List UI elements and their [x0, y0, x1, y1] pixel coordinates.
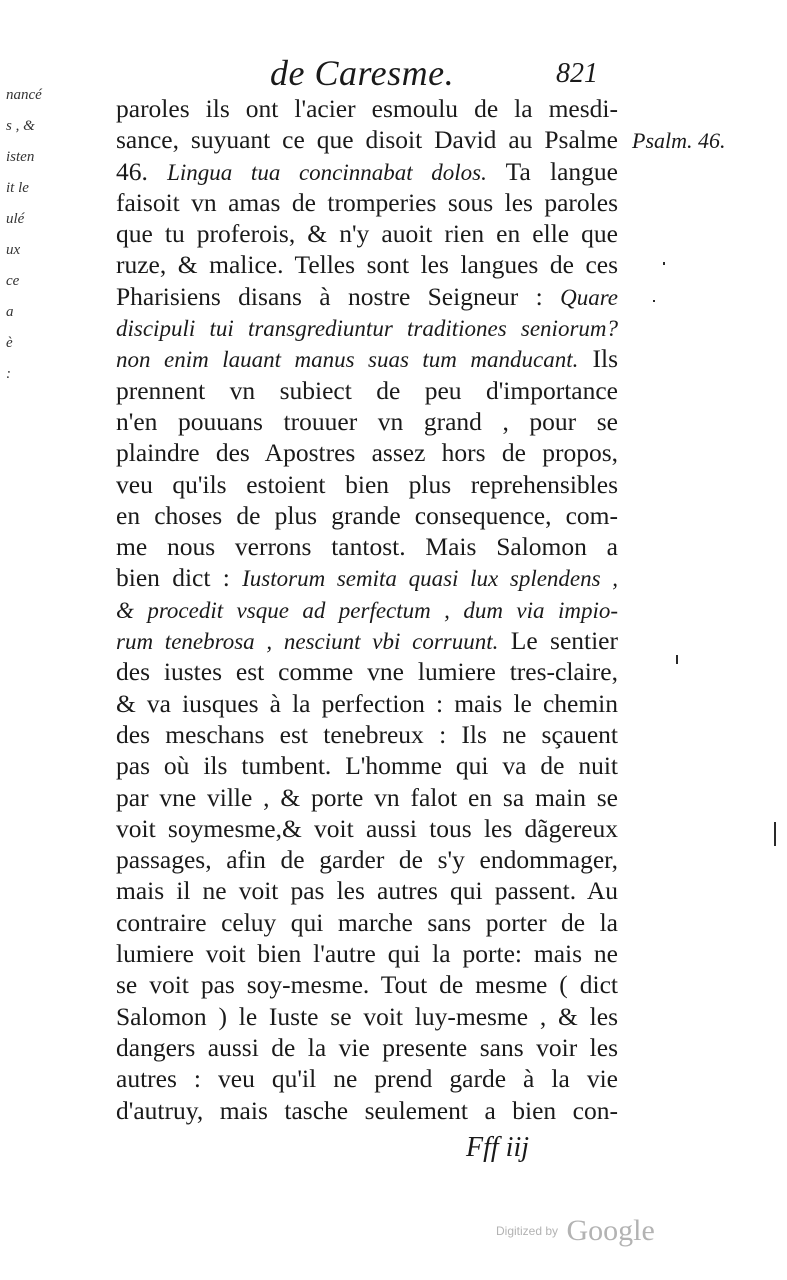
text-line — [116, 343, 618, 374]
fragment-line: è — [6, 335, 13, 351]
text-line — [116, 938, 618, 969]
text-segment: ruze, & malice. Telles sont les langues de ces — [116, 250, 618, 280]
adjacent-page-fragments — [6, 80, 54, 390]
text-line — [116, 281, 618, 312]
ink-speck — [663, 262, 665, 265]
text-line — [116, 469, 618, 500]
text-segment: veu qu'ils estoient bien plus reprehensibles — [116, 469, 618, 499]
text-line — [116, 719, 618, 750]
text-segment: paroles ils ont l'acier esmoulu de la mesdi- — [116, 94, 618, 123]
page-number: 821 — [556, 58, 598, 89]
ink-speck — [653, 300, 655, 302]
text-line — [116, 187, 618, 218]
text-segment: me nous verrons tantost. Mais Salomon a — [116, 532, 618, 562]
latin-quotation: non enim lauant manus suas tum manducant. — [116, 347, 579, 373]
text-line — [116, 249, 618, 280]
latin-quotation: discipuli tui transgrediuntur traditiones seniorum? — [116, 316, 618, 342]
fragment-line: isten — [6, 149, 35, 165]
text-line — [116, 156, 618, 187]
text-segment: Ta langue — [486, 156, 618, 186]
text-line — [116, 375, 618, 406]
text-segment: se voit pas soy-mesme. Tout de mesme ( dict — [116, 970, 618, 1000]
text-line — [116, 656, 618, 687]
text-line — [116, 500, 618, 531]
text-segment: que tu proferois, & n'y auoit rien en elle que — [116, 219, 618, 249]
fragment-line: s , & — [6, 118, 35, 134]
fragment-line: : — [6, 366, 11, 382]
text-segment: bien dict : — [116, 563, 243, 593]
text-segment: mais il ne voit pas les autres qui passent. Au — [116, 876, 618, 906]
text-line — [116, 750, 618, 781]
signature-mark: Fff iij — [466, 1132, 529, 1163]
text-line — [116, 218, 618, 249]
text-line — [116, 969, 618, 1000]
ink-speck — [774, 822, 776, 846]
text-line — [116, 562, 618, 593]
text-segment: des iustes est comme vne lumiere tres-claire, — [116, 657, 618, 687]
text-segment: autres : veu qu'il ne prend garde à la vie — [116, 1064, 618, 1094]
text-line — [116, 1001, 618, 1032]
watermark-small-text: Digitized by — [496, 1224, 559, 1238]
text-line — [116, 1032, 618, 1063]
text-segment: prennent vn subiect de peu d'importance — [116, 375, 618, 405]
text-line — [116, 875, 618, 906]
fragment-line: a — [6, 304, 14, 320]
text-line — [116, 844, 618, 875]
text-line — [116, 625, 618, 656]
latin-quotation: rum tenebrosa , nesciunt vbi corruunt. — [116, 629, 499, 655]
text-segment: Pharisiens disans à nostre Seigneur : — [116, 281, 561, 311]
text-segment: plaindre des Apostres assez hors de propos, — [116, 438, 618, 468]
watermark-google-logo: Google — [566, 1214, 655, 1247]
text-line — [116, 1063, 618, 1094]
digitized-by-google-watermark — [496, 1214, 655, 1248]
text-segment: 46. — [116, 156, 168, 186]
latin-quotation: Lingua tua concinnabat dolos. — [167, 159, 487, 185]
text-line — [116, 907, 618, 938]
text-segment: par vne ville , & porte vn falot en sa main se — [116, 782, 618, 812]
ink-speck — [676, 655, 678, 664]
text-segment: en choses de plus grande consequence, com- — [116, 500, 618, 530]
latin-quotation: Iustorum semita quasi lux splendens , — [242, 566, 618, 592]
text-segment: voit soymesme,& voit aussi tous les dãgereux — [116, 813, 618, 843]
text-line — [116, 437, 618, 468]
text-line — [116, 312, 618, 343]
fragment-line: ulé — [6, 211, 25, 227]
text-segment: Salomon ) le Iuste se voit luy-mesme , & les — [116, 1001, 618, 1031]
text-line — [116, 124, 618, 155]
text-segment: & va iusques à la perfection : mais le chemin — [116, 688, 618, 718]
text-segment: des meschans est tenebreux : Ils ne sçauent — [116, 719, 618, 749]
fragment-line: ux — [6, 242, 21, 258]
text-segment: n'en pouuans trouuer vn grand , pour se — [116, 406, 618, 436]
text-segment: dangers aussi de la vie presente sans voir les — [116, 1032, 618, 1062]
body-text — [116, 93, 618, 1126]
text-line — [116, 406, 618, 437]
latin-quotation: & procedit vsque ad perfectum , dum via impio- — [116, 597, 618, 623]
text-line — [116, 594, 618, 625]
fragment-line: it le — [6, 180, 29, 196]
text-segment: d'autruy, mais tasche seulement a bien con- — [116, 1095, 618, 1125]
text-segment: contraire celuy qui marche sans porter de la — [116, 907, 618, 937]
text-line — [116, 813, 618, 844]
fragment-line: nancé — [6, 87, 42, 103]
text-segment: Le sentier — [498, 626, 618, 656]
latin-quotation: Quare — [560, 284, 618, 310]
text-segment: Ils — [578, 344, 618, 374]
page-header — [0, 52, 787, 96]
margin-note-psalm: Psalm. 46. — [632, 128, 726, 153]
text-segment: passages, afin de garder de s'y endommager, — [116, 845, 618, 875]
text-segment: pas où ils tumbent. L'homme qui va de nuit — [116, 751, 618, 781]
running-title: de Caresme. — [270, 53, 455, 93]
text-line — [116, 93, 618, 124]
text-line — [116, 782, 618, 813]
text-segment: faisoit vn amas de tromperies sous les paroles — [116, 187, 618, 217]
text-segment: lumiere voit bien l'autre qui la porte: mais ne — [116, 939, 618, 969]
fragment-line: ce — [6, 273, 20, 289]
text-line — [116, 688, 618, 719]
text-segment: sance, suyuant ce que disoit David au Psalme — [116, 125, 618, 155]
text-line — [116, 531, 618, 562]
text-line — [116, 1095, 618, 1126]
